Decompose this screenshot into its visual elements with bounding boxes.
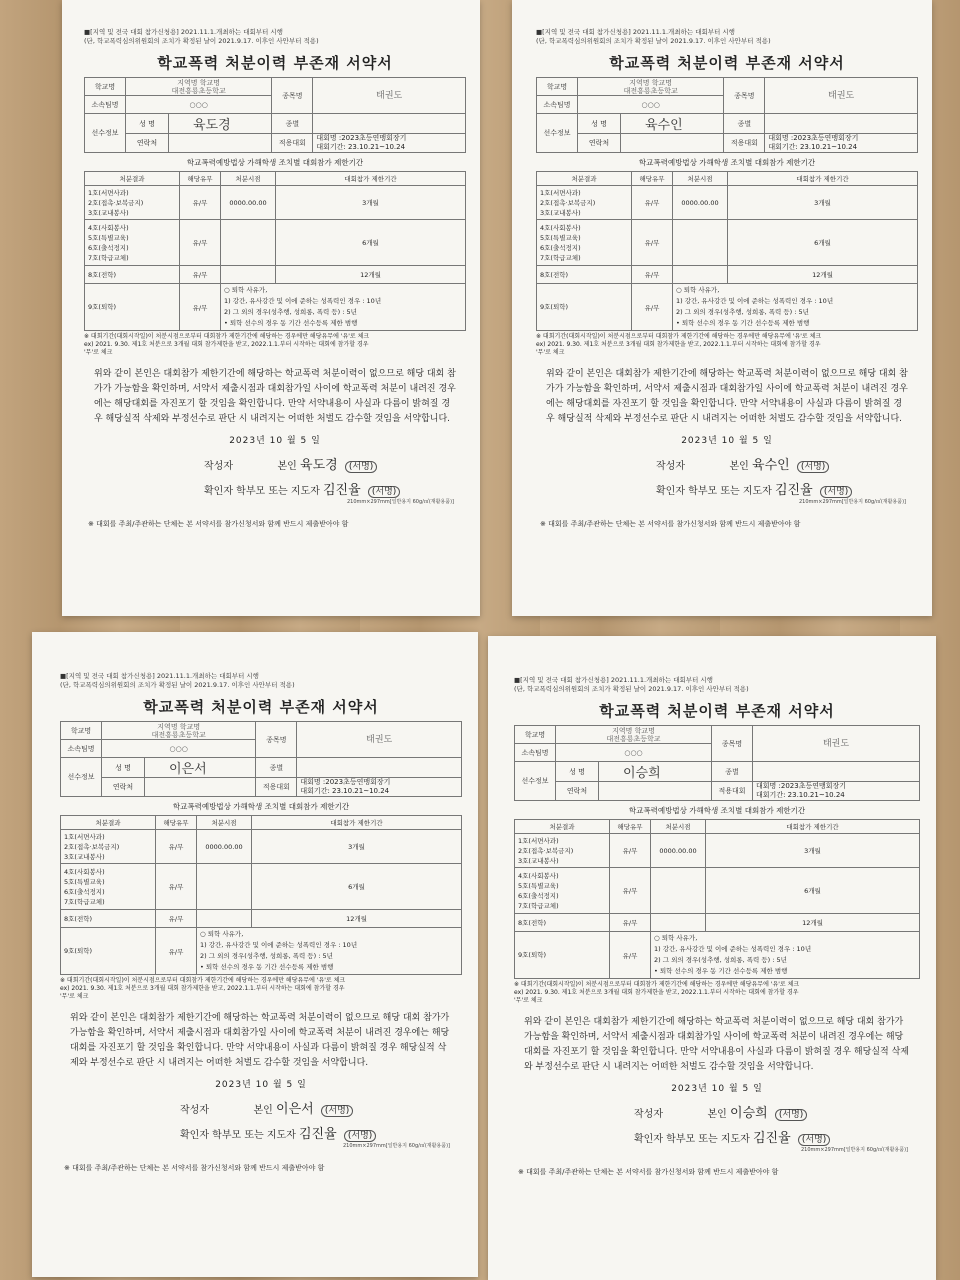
sport-label: 종목명 [724, 78, 765, 114]
header-note: ■[지역 및 전국 대회 참가신청용] 2021.11.1.개최하는 대회부터 시행 [536, 28, 735, 36]
restriction-period: 12개월 [706, 914, 920, 932]
event-label: 종별 [256, 758, 297, 778]
submission-note: ※ 대회를 주최/주관하는 단체는 본 서약서를 참가신청서와 함께 반드시 제출받아야 함 [518, 1168, 779, 1176]
pledge-text: 위와 같이 본인은 대회참가 제한기간에 해당하는 학교폭력 처분이력이 없으므로 해당 대회 참가가 가능함을 확인하며, 서약서 제출시점과 대회참가일 사이에 학교폭력 처분이 내려진 경우에는 해당대회를 자진포기 할 것임을 확인합니다. 만약 서약내용이 사실과 다름이 밝혀질 경우 해당실적 삭제와 부정선수로 판단 시 내려지는 어떠한 처벌도 감수할 것임을 서약합니다. [524, 1017, 909, 1072]
pledge-date: 2023년 10 월 5 일 [671, 1084, 763, 1094]
contact-label: 연락처 [102, 778, 145, 797]
applicable-checkbox[interactable]: 유/무 [156, 910, 197, 928]
paper-spec: 210mm×297mm[일반용지 60g/㎡(재활용품)] [346, 499, 454, 505]
penalty-category: 9호(퇴학) [61, 928, 156, 975]
applicable-checkbox[interactable]: 유/무 [610, 914, 651, 932]
header-subnote: (단, 학교폭력심의위원회의 조치가 확정된 날이 2021.9.17. 이후인 사안부터 적용) [536, 37, 771, 45]
signature-seal: (서명) [321, 1105, 353, 1117]
meet-value: 대회명 :2023초등연맹회장기 대회기간: 23.10.21~10.24 [297, 778, 462, 797]
penalty-table [514, 819, 920, 979]
col-header: 처분결과 [85, 172, 180, 186]
restriction-period: 6개월 [728, 220, 918, 266]
signature-seal: (서명) [820, 486, 852, 498]
sport-label: 종목명 [272, 78, 313, 114]
restriction-period: 12개월 [728, 266, 918, 284]
pledge-text: 위와 같이 본인은 대회참가 제한기간에 해당하는 학교폭력 처분이력이 없으므로 해당 대회 참가가 가능함을 확인하며, 서약서 제출시점과 대회참가일 사이에 학교폭력 처분이 내려진 경우에는 해당대회를 자진포기 할 것임을 확인합니다. 만약 서약내용이 사실과 다름이 밝혀질 경우 해당실적 삭제와 부정선수로 판단 시 내려지는 어떠한 처벌도 감수할 것임을 서약합니다. [70, 1013, 450, 1068]
penalty-category: 1호(서면사과) 2호(접촉·보복금지) 3호(교내봉사) [61, 830, 156, 864]
penalty-date [221, 266, 276, 284]
sport-label: 종목명 [712, 726, 753, 762]
player-name: 이은서 [145, 758, 256, 778]
pledge-text: 위와 같이 본인은 대회참가 제한기간에 해당하는 학교폭력 처분이력이 없으므로 해당 대회 참가가 가능함을 확인하며, 서약서 제출시점과 대회참가일 사이에 학교폭력 처분이 내려진 경우에는 해당대회를 자진포기 할 것임을 확인합니다. 만약 서약내용이 사실과 다름이 밝혀질 경우 해당실적 삭제와 부정선수로 판단 시 내려지는 어떠한 처벌도 감수할 것임을 서약합니다. [546, 369, 908, 424]
expulsion-conditions: ○ 퇴학 사유가, 1) 강간, 유사강간 및 이에 준하는 성폭력인 경우 : 10년 2) 그 외의 경우(성추행, 성희롱, 폭력 등) : 5년 • 퇴학 선수의 경우 동 기간 선수등록 제한 범행 [197, 928, 462, 975]
player-info-label: 선수정보 [515, 762, 556, 801]
penalty-date [673, 266, 728, 284]
penalty-table-title: 학교폭력예방법상 가해학생 조치별 대회참가 제한기간 [172, 802, 350, 811]
applicable-checkbox[interactable]: 유/무 [180, 186, 221, 220]
player-name: 이승희 [599, 762, 712, 782]
name-label: 성 명 [556, 762, 599, 782]
applied-meet-label: 적용대회 [724, 134, 765, 153]
restriction-period: 6개월 [252, 864, 462, 910]
pledge-text: 위와 같이 본인은 대회참가 제한기간에 해당하는 학교폭력 처분이력이 없으므로 해당 대회 참가가 가능함을 확인하며, 서약서 제출시점과 대회참가일 사이에 학교폭력 처분이 내려진 경우에는 해당대회를 자진포기 할 것임을 확인합니다. 만약 서약내용이 사실과 다름이 밝혀질 경우 해당실적 삭제와 부정선수로 판단 시 내려지는 어떠한 처벌도 감수할 것임을 서약합니다. [94, 369, 456, 424]
event-value [753, 762, 920, 782]
col-header: 대회참가 제한기간 [728, 172, 918, 186]
writer-signature-row: 작성자 본인 육수인 (서명) [536, 454, 918, 473]
team-value: ○○○ [556, 744, 712, 762]
form-title: 학교폭력 처분이력 부존재 서약서 [609, 54, 845, 72]
contact-value [169, 134, 272, 153]
header-subnote: (단, 학교폭력심의위원회의 조치가 확정된 날이 2021.9.17. 이후인 사안부터 적용) [60, 681, 295, 689]
col-header: 대회참가 제한기간 [276, 172, 466, 186]
confirmer-signature-row: 확인자 학부모 또는 지도자 김진율 (서명) [84, 479, 466, 498]
col-header: 처분시점 [221, 172, 276, 186]
team-value: ○○○ [102, 740, 256, 758]
restriction-period: 3개월 [728, 186, 918, 220]
restriction-period: 3개월 [706, 834, 920, 868]
penalty-date [221, 220, 276, 266]
penalty-date: 0000.00.00 [197, 830, 252, 864]
name-label: 성 명 [126, 114, 169, 134]
penalty-category: 8호(전학) [537, 266, 632, 284]
col-header: 대회참가 제한기간 [706, 820, 920, 834]
name-label: 성 명 [578, 114, 621, 134]
penalty-category: 1호(서면사과) 2호(접촉·보복금지) 3호(교내봉사) [515, 834, 610, 868]
penalty-date: 0000.00.00 [651, 834, 706, 868]
event-value [765, 114, 918, 134]
event-label: 종별 [272, 114, 313, 134]
penalty-category: 1호(서면사과) 2호(접촉·보복금지) 3호(교내봉사) [537, 186, 632, 220]
confirmer-signature-row: 확인자 학부모 또는 지도자 김진율 (서명) [60, 1123, 462, 1142]
writer-signature-row: 작성자 본인 이은서 (서명) [60, 1098, 462, 1117]
applicable-checkbox[interactable]: 유/무 [610, 932, 651, 979]
penalty-category: 8호(전학) [515, 914, 610, 932]
school-label: 학교명 [537, 78, 578, 96]
form-title: 학교폭력 처분이력 부존재 서약서 [599, 702, 835, 720]
contact-value [145, 778, 256, 797]
penalty-date: 0000.00.00 [673, 186, 728, 220]
expulsion-conditions: ○ 퇴학 사유가, 1) 강간, 유사강간 및 이에 준하는 성폭력인 경우 : 10년 2) 그 외의 경우(성추행, 성희롱, 폭력 등) : 5년 • 퇴학 선수의 경우 동 기간 선수등록 제한 범행 [221, 284, 466, 331]
applicable-checkbox[interactable]: 유/무 [180, 284, 221, 331]
meet-value: 대회명 :2023초등연맹회장기 대회기간: 23.10.21~10.24 [753, 782, 920, 801]
team-label: 소속팀명 [85, 96, 126, 114]
col-header: 처분결과 [515, 820, 610, 834]
penalty-date [651, 914, 706, 932]
applicable-checkbox[interactable]: 유/무 [632, 186, 673, 220]
contact-label: 연락처 [556, 782, 599, 801]
col-header: 해당유무 [610, 820, 651, 834]
submission-note: ※ 대회를 주최/주관하는 단체는 본 서약서를 참가신청서와 함께 반드시 제출받아야 함 [64, 1164, 325, 1172]
header-note: ■[지역 및 전국 대회 참가신청용] 2021.11.1.개최하는 대회부터 시행 [514, 676, 713, 684]
penalty-table [536, 171, 918, 331]
footnote: ※ 대회기간(대회시작일)이 처분시점으로부터 대회참가 제한기간에 해당하는 경우에만 해당유무에 '유'로 체크 ex) 2021. 9.30. 제1호 처분으로 3개월 대회 참가제한을 받고, 2022.1.1.부터 시작하는 대회에 참가할 경우 '무'로 체크 [60, 977, 346, 1000]
sport-value: 태권도 [753, 726, 920, 762]
player-name: 육도경 [169, 114, 272, 134]
coach-signature: 김진율 [299, 1127, 337, 1142]
player-name: 육수인 [621, 114, 724, 134]
school-value: 지역명 학교명 대전흥룡초등학교 [556, 726, 712, 744]
team-value: ○○○ [126, 96, 272, 114]
pledge-form-sheet [488, 636, 936, 1280]
penalty-date [651, 868, 706, 914]
expulsion-conditions: ○ 퇴학 사유가, 1) 강간, 유사강간 및 이에 준하는 성폭력인 경우 : 10년 2) 그 외의 경우(성추행, 성희롱, 폭력 등) : 5년 • 퇴학 선수의 경우 동 기간 선수등록 제한 범행 [673, 284, 918, 331]
penalty-category: 8호(전학) [85, 266, 180, 284]
form-title: 학교폭력 처분이력 부존재 서약서 [143, 698, 379, 716]
event-label: 종별 [724, 114, 765, 134]
col-header: 해당유무 [632, 172, 673, 186]
penalty-date [197, 864, 252, 910]
footnote: ※ 대회기간(대회시작일)이 처분시점으로부터 대회참가 제한기간에 해당하는 경우에만 해당유무에 '유'로 체크 ex) 2021. 9.30. 제1호 처분으로 3개월 대회 참가제한을 받고, 2022.1.1.부터 시작하는 대회에 참가할 경우 '무'로 체크 [536, 333, 822, 356]
col-header: 처분시점 [197, 816, 252, 830]
player-signature: 육도경 [300, 458, 338, 473]
pledge-date: 2023년 10 월 5 일 [229, 436, 321, 446]
restriction-period: 6개월 [276, 220, 466, 266]
penalty-date [197, 910, 252, 928]
penalty-table [84, 171, 466, 331]
expulsion-conditions: ○ 퇴학 사유가, 1) 강간, 유사강간 및 이에 준하는 성폭력인 경우 : 10년 2) 그 외의 경우(성추행, 성희롱, 폭력 등) : 5년 • 퇴학 선수의 경우 동 기간 선수등록 제한 범행 [651, 932, 920, 979]
header-note: ■[지역 및 전국 대회 참가신청용] 2021.11.1.개최하는 대회부터 시행 [60, 672, 259, 680]
footnote: ※ 대회기간(대회시작일)이 처분시점으로부터 대회참가 제한기간에 해당하는 경우에만 해당유무에 '유'로 체크 ex) 2021. 9.30. 제1호 처분으로 3개월 대회 참가제한을 받고, 2022.1.1.부터 시작하는 대회에 참가할 경우 '무'로 체크 [514, 981, 800, 1004]
player-info-table [514, 725, 920, 801]
event-value [297, 758, 462, 778]
col-header: 해당유무 [180, 172, 221, 186]
signature-seal: (서명) [344, 1130, 376, 1142]
contact-value [621, 134, 724, 153]
player-signature: 이승희 [730, 1106, 768, 1121]
player-info-label: 선수정보 [537, 114, 578, 153]
team-label: 소속팀명 [515, 744, 556, 762]
pledge-form-sheet [512, 0, 932, 616]
col-header: 처분결과 [537, 172, 632, 186]
pledge-form-sheet [32, 632, 478, 1277]
player-info-table [536, 77, 918, 153]
sport-label: 종목명 [256, 722, 297, 758]
header-note: ■[지역 및 전국 대회 참가신청용] 2021.11.1.개최하는 대회부터 시행 [84, 28, 283, 36]
sport-value: 태권도 [765, 78, 918, 114]
event-label: 종별 [712, 762, 753, 782]
restriction-period: 6개월 [706, 868, 920, 914]
player-info-table [60, 721, 462, 797]
coach-signature: 김진율 [323, 483, 361, 498]
penalty-category: 4호(사회봉사) 5호(특별교육) 6호(출석정지) 7호(학급교체) [85, 220, 180, 266]
school-label: 학교명 [85, 78, 126, 96]
penalty-table [60, 815, 462, 975]
contact-label: 연락처 [126, 134, 169, 153]
penalty-category: 4호(사회봉사) 5호(특별교육) 6호(출석정지) 7호(학급교체) [515, 868, 610, 914]
name-label: 성 명 [102, 758, 145, 778]
penalty-category: 9호(퇴학) [85, 284, 180, 331]
penalty-table-title: 학교폭력예방법상 가해학생 조치별 대회참가 제한기간 [638, 158, 816, 167]
sport-value: 태권도 [297, 722, 462, 758]
restriction-period: 12개월 [252, 910, 462, 928]
signature-seal: (서명) [797, 461, 829, 473]
penalty-date [673, 220, 728, 266]
pledge-form-sheet [62, 0, 480, 616]
penalty-category: 8호(전학) [61, 910, 156, 928]
paper-spec: 210mm×297mm[일반용지 60g/㎡(재활용품)] [800, 1147, 908, 1153]
penalty-table-title: 학교폭력예방법상 가해학생 조치별 대회참가 제한기간 [186, 158, 364, 167]
contact-value [599, 782, 712, 801]
header-subnote: (단, 학교폭력심의위원회의 조치가 확정된 날이 2021.9.17. 이후인 사안부터 적용) [84, 37, 319, 45]
player-signature: 이은서 [276, 1102, 314, 1117]
applied-meet-label: 적용대회 [712, 782, 753, 801]
signature-seal: (서명) [798, 1134, 830, 1146]
penalty-table-title: 학교폭력예방법상 가해학생 조치별 대회참가 제한기간 [628, 806, 806, 815]
pledge-date: 2023년 10 월 5 일 [681, 436, 773, 446]
player-signature: 육수인 [752, 458, 790, 473]
applicable-checkbox[interactable]: 유/무 [180, 266, 221, 284]
player-info-table [84, 77, 466, 153]
applicable-checkbox[interactable]: 유/무 [610, 834, 651, 868]
applicable-checkbox[interactable]: 유/무 [632, 266, 673, 284]
penalty-category: 9호(퇴학) [537, 284, 632, 331]
col-header: 처분결과 [61, 816, 156, 830]
sport-value: 태권도 [313, 78, 466, 114]
meet-value: 대회명 :2023초등연맹회장기 대회기간: 23.10.21~10.24 [313, 134, 466, 153]
confirmer-signature-row: 확인자 학부모 또는 지도자 김진율 (서명) [536, 479, 918, 498]
applicable-checkbox[interactable]: 유/무 [632, 220, 673, 266]
restriction-period: 3개월 [276, 186, 466, 220]
signature-seal: (서명) [368, 486, 400, 498]
event-value [313, 114, 466, 134]
team-label: 소속팀명 [537, 96, 578, 114]
applicable-checkbox[interactable]: 유/무 [156, 830, 197, 864]
coach-signature: 김진율 [775, 483, 813, 498]
signature-seal: (서명) [775, 1109, 807, 1121]
submission-note: ※ 대회를 주최/주관하는 단체는 본 서약서를 참가신청서와 함께 반드시 제출받아야 함 [540, 520, 801, 528]
applicable-checkbox[interactable]: 유/무 [156, 928, 197, 975]
team-label: 소속팀명 [61, 740, 102, 758]
school-label: 학교명 [515, 726, 556, 744]
school-label: 학교명 [61, 722, 102, 740]
col-header: 처분시점 [673, 172, 728, 186]
restriction-period: 12개월 [276, 266, 466, 284]
paper-spec: 210mm×297mm[일반용지 60g/㎡(재활용품)] [342, 1143, 450, 1149]
player-info-label: 선수정보 [85, 114, 126, 153]
writer-signature-row: 작성자 본인 육도경 (서명) [84, 454, 466, 473]
team-value: ○○○ [578, 96, 724, 114]
penalty-category: 1호(서면사과) 2호(접촉·보복금지) 3호(교내봉사) [85, 186, 180, 220]
player-info-label: 선수정보 [61, 758, 102, 797]
applicable-checkbox[interactable]: 유/무 [180, 220, 221, 266]
penalty-date: 0000.00.00 [221, 186, 276, 220]
penalty-category: 9호(퇴학) [515, 932, 610, 979]
writer-signature-row: 작성자 본인 이승희 (서명) [514, 1102, 920, 1121]
col-header: 처분시점 [651, 820, 706, 834]
penalty-category: 4호(사회봉사) 5호(특별교육) 6호(출석정지) 7호(학급교체) [537, 220, 632, 266]
submission-note: ※ 대회를 주최/주관하는 단체는 본 서약서를 참가신청서와 함께 반드시 제출받아야 함 [88, 520, 349, 528]
footnote: ※ 대회기간(대회시작일)이 처분시점으로부터 대회참가 제한기간에 해당하는 경우에만 해당유무에 '유'로 체크 ex) 2021. 9.30. 제1호 처분으로 3개월 대회 참가제한을 받고, 2022.1.1.부터 시작하는 대회에 참가할 경우 '무'로 체크 [84, 333, 370, 356]
applicable-checkbox[interactable]: 유/무 [632, 284, 673, 331]
contact-label: 연락처 [578, 134, 621, 153]
form-title: 학교폭력 처분이력 부존재 서약서 [157, 54, 393, 72]
school-value: 지역명 학교명 대전흥룡초등학교 [578, 78, 724, 96]
paper-spec: 210mm×297mm[일반용지 60g/㎡(재활용품)] [798, 499, 906, 505]
school-value: 지역명 학교명 대전흥룡초등학교 [126, 78, 272, 96]
coach-signature: 김진율 [753, 1131, 791, 1146]
applicable-checkbox[interactable]: 유/무 [610, 868, 651, 914]
school-value: 지역명 학교명 대전흥룡초등학교 [102, 722, 256, 740]
col-header: 대회참가 제한기간 [252, 816, 462, 830]
applied-meet-label: 적용대회 [256, 778, 297, 797]
confirmer-signature-row: 확인자 학부모 또는 지도자 김진율 (서명) [514, 1127, 920, 1146]
penalty-category: 4호(사회봉사) 5호(특별교육) 6호(출석정지) 7호(학급교체) [61, 864, 156, 910]
col-header: 해당유무 [156, 816, 197, 830]
pledge-date: 2023년 10 월 5 일 [215, 1080, 307, 1090]
applied-meet-label: 적용대회 [272, 134, 313, 153]
restriction-period: 3개월 [252, 830, 462, 864]
signature-seal: (서명) [345, 461, 377, 473]
header-subnote: (단, 학교폭력심의위원회의 조치가 확정된 날이 2021.9.17. 이후인 사안부터 적용) [514, 685, 749, 693]
meet-value: 대회명 :2023초등연맹회장기 대회기간: 23.10.21~10.24 [765, 134, 918, 153]
applicable-checkbox[interactable]: 유/무 [156, 864, 197, 910]
